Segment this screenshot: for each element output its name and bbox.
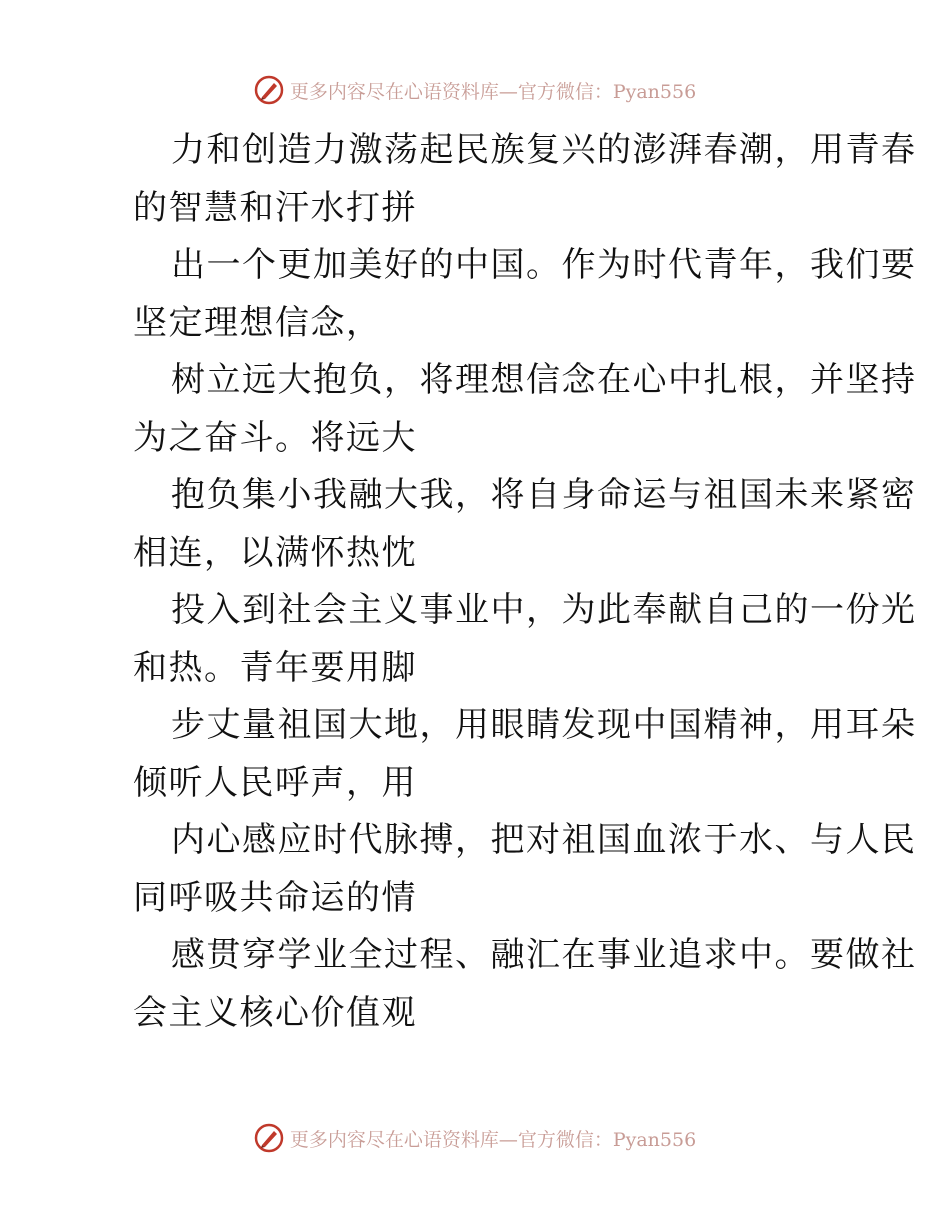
watermark-text: 更多内容尽在心语资料库—官方微信：Pyan556 [289, 80, 697, 103]
paragraph-line: 抱负集小我融大我，将自身命运与祖国未来紧密 [171, 475, 917, 515]
paragraph-line: 投入到社会主义事业中，为此奉献自己的一份光 [171, 590, 917, 630]
paragraph-line: 出一个更加美好的中国。作为时代青年，我们要 [171, 245, 917, 285]
paragraph-line: 相连，以满怀热忱 [133, 532, 417, 573]
paragraph [97, 697, 917, 812]
paragraph-line: 会主义核心价值观 [133, 992, 417, 1033]
pen-logo-icon [254, 75, 284, 105]
paragraph-line: 步丈量祖国大地，用眼睛发现中国精神，用耳朵 [171, 705, 917, 745]
paragraph [97, 467, 917, 582]
paragraph-line: 坚定理想信念， [133, 302, 382, 343]
paragraph-line: 同呼吸共命运的情 [133, 877, 417, 918]
paragraph [97, 352, 917, 467]
paragraph [97, 237, 917, 352]
paragraph [97, 927, 917, 1042]
paragraph-line: 力和创造力激荡起民族复兴的澎湃春潮，用青春 [171, 130, 917, 170]
watermark-text: 更多内容尽在心语资料库—官方微信：Pyan556 [289, 1128, 697, 1151]
paragraph-line: 和热。青年要用脚 [133, 647, 417, 688]
paragraph [97, 812, 917, 927]
paragraph-line: 为之奋斗。将远大 [133, 417, 417, 458]
paragraph-line: 树立远大抱负，将理想信念在心中扎根，并坚持 [171, 360, 917, 400]
paragraph-line: 的智慧和汗水打拼 [133, 187, 417, 228]
paragraph [97, 582, 917, 697]
paragraph [97, 122, 917, 237]
paragraph-line: 感贯穿学业全过程、融汇在事业追求中。要做社 [171, 935, 917, 975]
pen-logo-icon [254, 1123, 284, 1153]
footer-watermark [0, 1118, 950, 1158]
paragraph-line: 内心感应时代脉搏，把对祖国血浓于水、与人民 [171, 820, 917, 860]
header-watermark [0, 70, 950, 110]
paragraph-line: 倾听人民呼声，用 [133, 762, 417, 803]
document-body [97, 122, 917, 1042]
